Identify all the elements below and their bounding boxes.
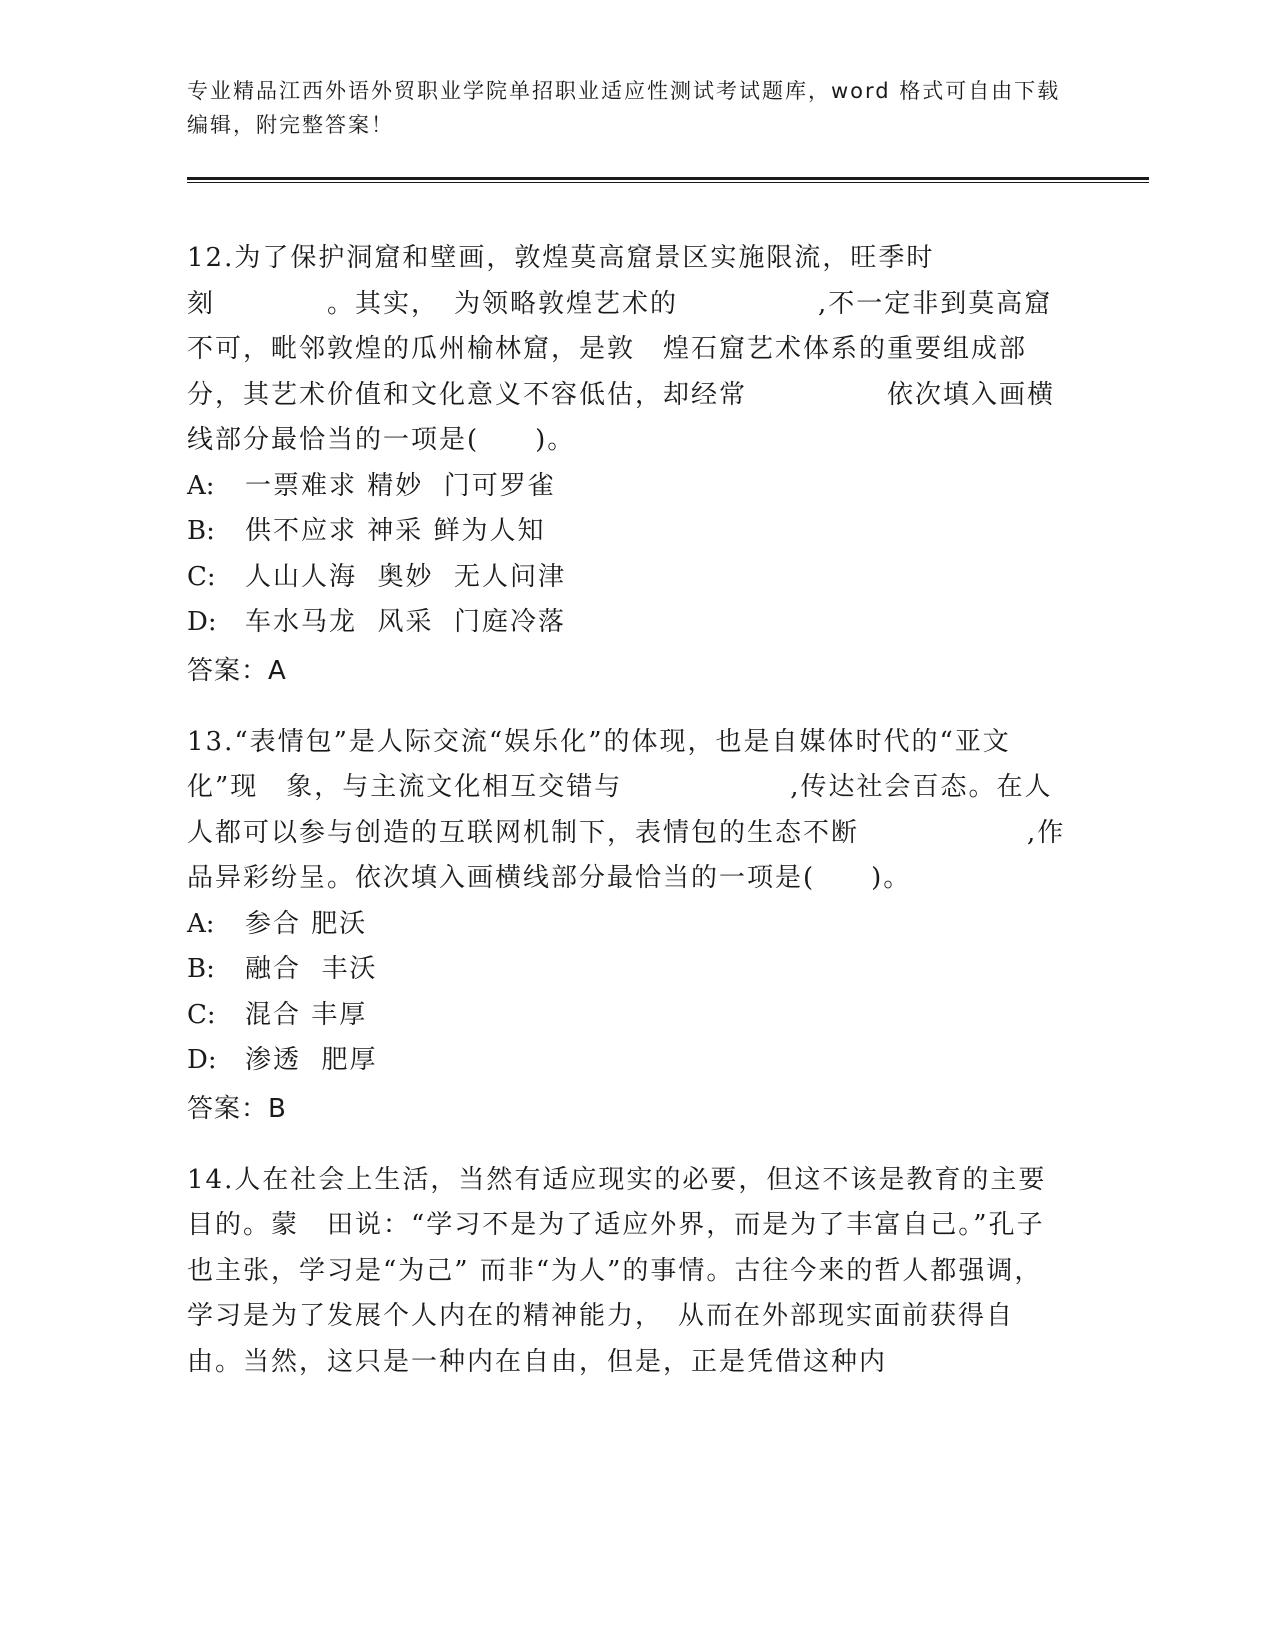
option-b xyxy=(187,947,1067,993)
question-list xyxy=(187,236,1067,1409)
option-key: A: xyxy=(187,908,215,939)
option-text: 参合 肥沃 xyxy=(245,908,368,939)
option-text: 人山人海 奥妙 无人问津 xyxy=(245,561,567,592)
question-stem: 13.“表情包”是人际交流“娱乐化”的体现，也是自媒体时代的“亚文化”现 象，与主流文化相互交错与 ,传达社会百态。在人人都可以参与创造的互联网机制下，表情包的生态不断 ,作品异彩纷呈。依次填入画横线部分最恰当的一项是( )。 xyxy=(187,726,1066,893)
option-text: 一票难求 精妙 门可罗雀 xyxy=(245,470,556,501)
header-divider-thin xyxy=(187,182,1149,183)
option-d xyxy=(187,600,1067,646)
option-text: 融合 丰沃 xyxy=(245,954,378,984)
answer-line: 答案：B xyxy=(187,1093,287,1124)
option-a xyxy=(187,464,1067,510)
option-key: B: xyxy=(187,516,215,546)
option-key: D: xyxy=(187,1045,217,1075)
option-text: 供不应求 神采 鲜为人知 xyxy=(245,516,546,546)
option-key: B: xyxy=(187,954,215,984)
question-stem: 14.人在社会上生活，当然有适应现实的必要，但这不该是教育的主要目的。蒙 田说：“学习不是为了适应外界，而是为了丰富自己。”孔子也主张，学习是“为己” 而非“为人”的事情。古往今来的哲人都强调，学习是为了发展个人内在的精神能力， 从而在外部现实面前获得自由。当然，这只是一种内在自由，但是，正是凭借这种内 xyxy=(187,1164,1047,1377)
option-text: 混合 丰厚 xyxy=(245,999,368,1030)
option-a xyxy=(187,902,1067,948)
answer-line: 答案：A xyxy=(187,655,287,686)
option-c xyxy=(187,993,1067,1039)
option-text: 渗透 肥厚 xyxy=(245,1045,378,1075)
option-key: D: xyxy=(187,607,217,637)
header-divider-thick xyxy=(187,177,1149,180)
option-d xyxy=(187,1038,1067,1084)
question-12 xyxy=(187,236,1067,696)
option-c xyxy=(187,555,1067,601)
option-key: C: xyxy=(187,999,216,1030)
option-key: C: xyxy=(187,561,216,592)
option-text: 车水马龙 风采 门庭冷落 xyxy=(245,607,567,637)
document-header xyxy=(187,74,1067,142)
question-14 xyxy=(187,1158,1067,1386)
header-text: 专业精品江西外语外贸职业学院单招职业适应性测试考试题库，word 格式可自由下载编辑，附完整答案！ xyxy=(187,79,1061,137)
question-13 xyxy=(187,720,1067,1134)
question-stem: 12.为了保护洞窟和壁画，敦煌莫高窟景区实施限流，旺季时刻 。其实， 为领略敦煌艺术的 ,不一定非到莫高窟不可，毗邻敦煌的瓜州榆林窟，是敦 煌石窟艺术体系的重要组成部分，其艺术价值和文化意义不容低估，却经常 依次填入画横线部分最恰当的一项是( )。 xyxy=(187,243,1056,455)
option-b xyxy=(187,509,1067,555)
option-key: A: xyxy=(187,470,215,501)
